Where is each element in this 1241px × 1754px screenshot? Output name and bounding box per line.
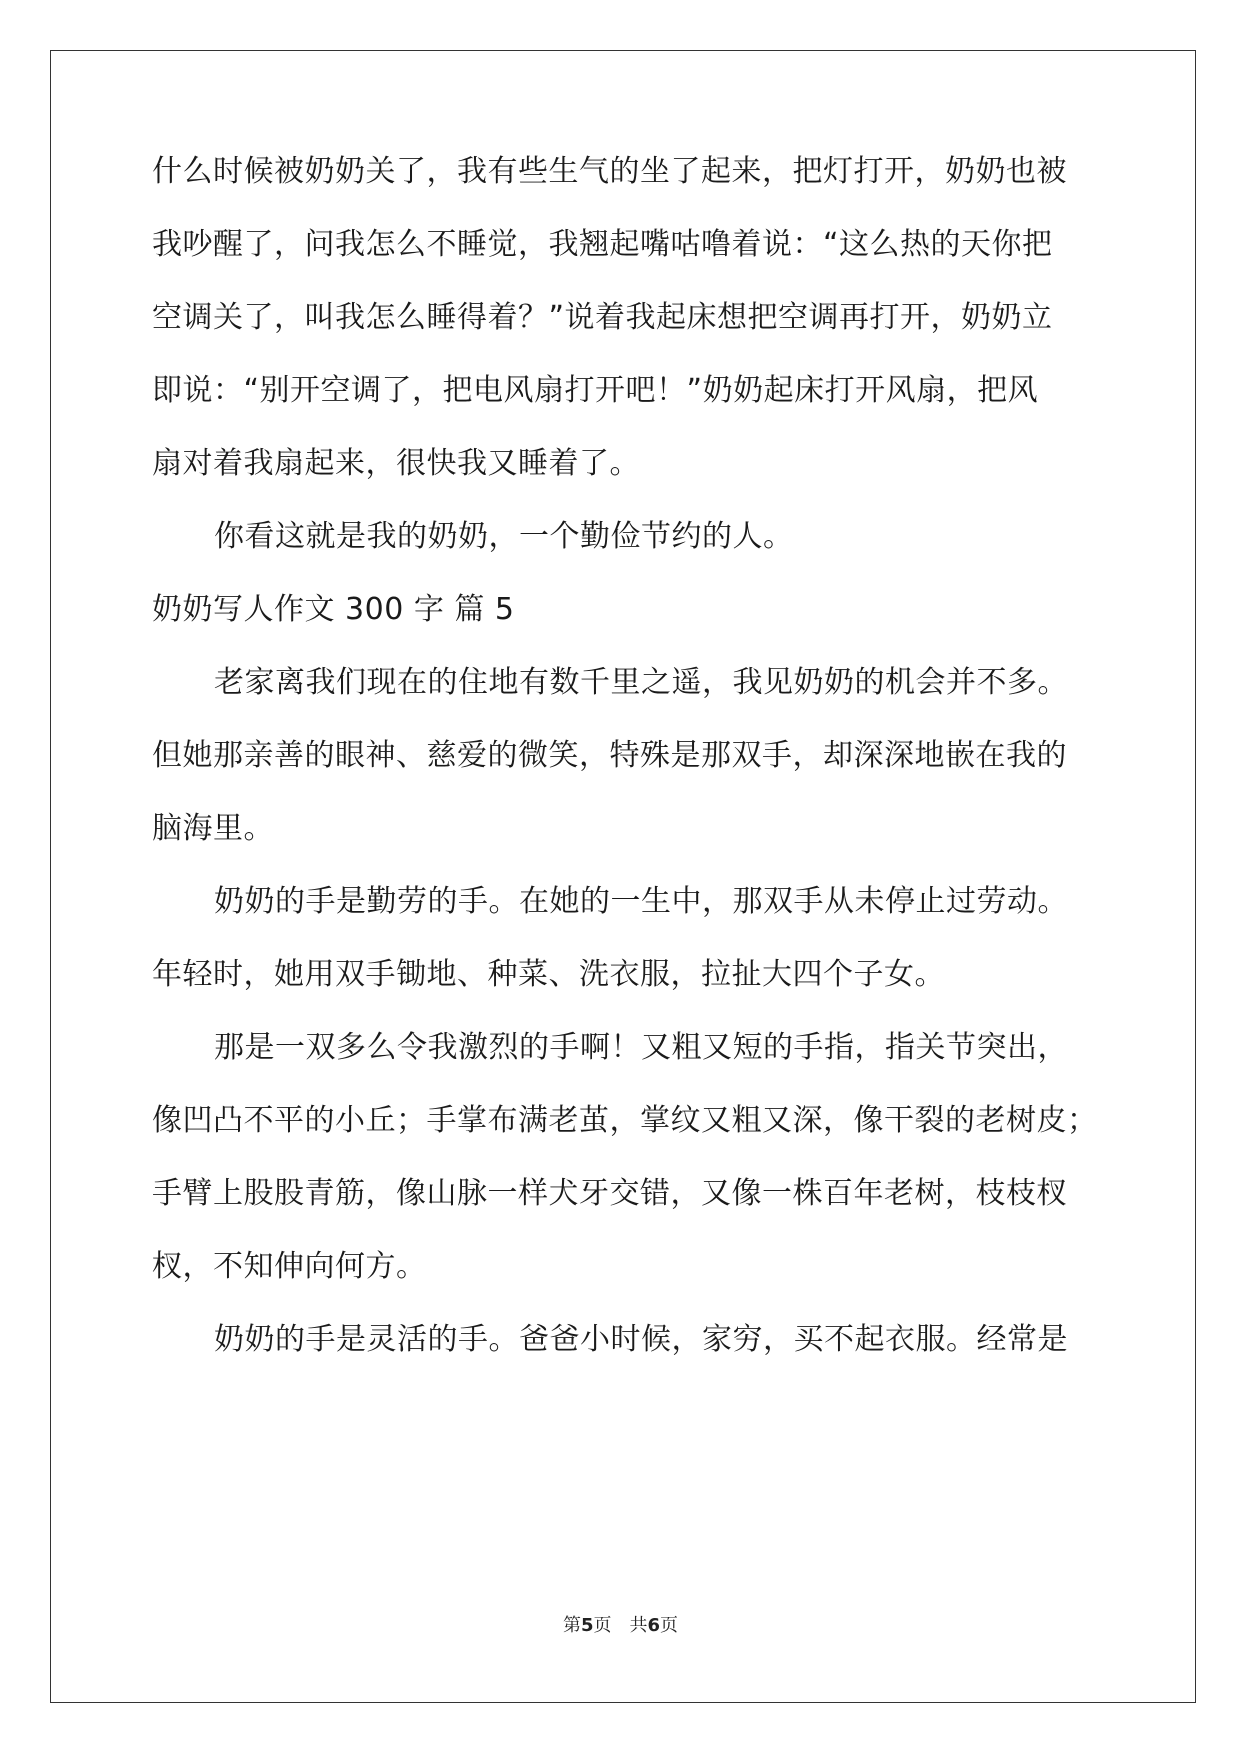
text-line-4: 即说：“别开空调了，把电风扇打开吧！”奶奶起床打开风扇，把风	[152, 373, 1039, 408]
footer-total-prefix: 共	[629, 1615, 648, 1636]
text-line-1: 什么时候被奶奶关了，我有些生气的坐了起来，把灯打开，奶奶也被	[152, 154, 1067, 189]
text-line-12: 年轻时，她用双手锄地、种菜、洗衣服，拉扯大四个子女。	[152, 957, 945, 992]
text-line-6: 你看这就是我的奶奶，一个勤俭节约的人。	[214, 519, 794, 554]
page-footer	[0, 1614, 1241, 1638]
text-line-5: 扇对着我扇起来，很快我又睡着了。	[152, 446, 640, 481]
footer-total-suffix: 页	[660, 1615, 679, 1636]
text-line-2: 我吵醒了，问我怎么不睡觉，我翘起嘴咕噜着说：“这么热的天你把	[152, 227, 1053, 262]
text-line-10: 脑海里。	[152, 811, 274, 846]
text-line-11: 奶奶的手是勤劳的手。在她的一生中，那双手从未停止过劳动。	[214, 884, 1068, 919]
current-page-number: 5	[580, 1615, 594, 1636]
footer-prefix: 第	[562, 1615, 581, 1636]
section-heading: 奶奶写人作文 300 字 篇 5	[152, 592, 515, 627]
total-pages-number: 6	[647, 1615, 661, 1636]
text-line-3: 空调关了，叫我怎么睡得着？”说着我起床想把空调再打开，奶奶立	[152, 300, 1053, 335]
footer-page-word: 页	[593, 1615, 612, 1636]
text-line-16: 杈，不知伸向何方。	[152, 1249, 427, 1284]
text-line-13: 那是一双多么令我激烈的手啊！又粗又短的手指，指关节突出，	[214, 1030, 1068, 1065]
text-line-8: 老家离我们现在的住地有数千里之遥，我见奶奶的机会并不多。	[214, 665, 1068, 700]
text-line-14: 像凹凸不平的小丘；手掌布满老茧，掌纹又粗又深，像干裂的老树皮；	[152, 1103, 1098, 1138]
text-line-17: 奶奶的手是灵活的手。爸爸小时候，家穷，买不起衣服。经常是	[214, 1322, 1068, 1357]
text-line-9: 但她那亲善的眼神、慈爱的微笑，特殊是那双手，却深深地嵌在我的	[152, 738, 1067, 773]
text-line-15: 手臂上股股青筋，像山脉一样犬牙交错，又像一株百年老树，枝枝杈	[152, 1176, 1067, 1211]
